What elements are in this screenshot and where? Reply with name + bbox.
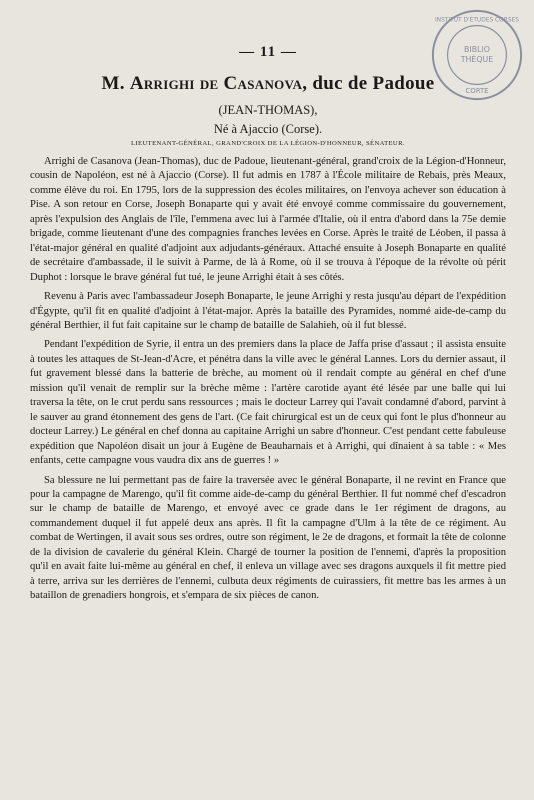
title-name: Arrighi de Casanova <box>129 73 303 94</box>
svg-text:THÈQUE: THÈQUE <box>460 54 494 64</box>
paragraph: Revenu à Paris avec l'ambassadeur Joseph Bonaparte, le jeune Arrighi y resta jusqu'au départ de l'expédition d'Égypte, qu'il fit en qualité d'adjoint à l'état-major. Après la bataille des Pyramides, nommé aide-de-camp du général Berthier, il fut fait capitaine sur le champ de bataille de Salahieh, où il fut blessé. <box>30 291 506 331</box>
page-number: — 11 — <box>239 44 297 60</box>
given-names: (JEAN-THOMAS), <box>218 103 318 117</box>
svg-text:BIBLIO: BIBLIO <box>464 45 490 55</box>
svg-text:CORTE: CORTE <box>465 87 489 96</box>
paragraph: Sa blessure ne lui permettant pas de faire la traversée avec le général Bonaparte, il ne revint en France que pour la campagne de Marengo, qu'il fit comme aide-de-camp du général Berthier. Il fut nommé chef d'escadron sur le champ de bataille de Marengo, et envoyé avec ce grade dans le 1er régiment de dragons, au commandement duquel il fut appelé deux ans après. Il fit la campagne d'Ulm à la tête de ce régiment. Au combat de Wertingen, il avait sous ses ordres, outre son régiment, le 2e de dragons, et formait la tête de colonne de la division de cavalerie du général Klein. Chargé de tourner la position de l'ennemi, d'après la proposition qu'il en avait faite lui-même au général en chef, il enleva un village avec ses dragons auxquels il fit mettre pied à terre, arriva sur les derrières de l'ennemi, culbuta deux régiments de cuirassiers, fit mettre bas les armes à un bataillon de grenadiers hongrois, et s'empara de six pièces de canon. <box>30 474 506 602</box>
svg-text:INSTITUT D'ÉTUDES CORSES: INSTITUT D'ÉTUDES CORSES <box>434 17 520 24</box>
title-suffix: , duc de Padoue <box>302 73 435 94</box>
paragraph: Arrighi de Casanova (Jean-Thomas), duc de Padoue, lieutenant-général, grand'croix de la Légion-d'Honneur, cousin de Napoléon, est né à Ajaccio (Corse). Il fut admis en 1787 à l'École militaire de Rebais, près Meaux, comme élève du roi. En 1795, lors de la suppression des écoles militaires, on l'envoya achever son éducation à Pise. A son retour en Corse, Joseph Bonaparte qui y avait été envoyé comme commissaire du gouvernement, après l'expulsion des Anglais de l'île, l'emmena avec lui à l'armée d'Italie, où il entra d'abord dans la 75e demie brigade, comme lieutenant d'une des compagnies franches levées en Corse. Après le traité de Léoben, il passa à l'état-major général en qualité d'adjoint aux adjudants-généraux. Attaché ensuite à Joseph Bonaparte en qualité de secrétaire d'ambassade, il le suivit à Parme, de là à Rome, où il se trouva à l'époque de la révolte où périt Duphot : lorsque le brave général fut tué, le jeune Arrighi était à ses côtés. <box>30 156 506 283</box>
ranks-line: LIEUTENANT-GÉNÉRAL, GRAND'CROIX DE LA LÉGION-D'HONNEUR, SÉNATEUR. <box>131 140 405 147</box>
paragraph: Pendant l'expédition de Syrie, il entra un des premiers dans la place de Jaffa prise d'assaut ; il assista ensuite à toutes les attaques de St-Jean-d'Acre, et pénétra dans la ville avec le général Lannes. Lors du dernier assaut, il fut gravement blessé dans la batterie de brèche, au moment où il rendait compte au général en chef d'une mission qu'il venait de remplir sur la brèche même : l'artère carotide ayant été lésée par une balle qui lui traversa la tête, on le crut perdu sans ressources ; mais le docteur Larrey qui l'avait condamné d'abord, parvint à le sauver au grand étonnement des gens de l'art. (Ce fait chirurgical est un de ceux qui font le plus d'honneur au docteur Larrey.) Le général en chef donna au capitaine Arrighi un sabre d'honneur. C'est pendant cette fabuleuse expédition que Napoléon disait un jour à Eugène de Beauharnais et à Arrighi, qui dînaient à sa table : « Mes enfants, cette campagne vous vaudra dix ans de guerres ! » <box>30 339 506 467</box>
title-prefix: M. <box>101 73 125 94</box>
biography-text <box>30 155 506 604</box>
birthplace: Né à Ajaccio (Corse). <box>213 122 323 136</box>
library-stamp <box>428 6 526 104</box>
